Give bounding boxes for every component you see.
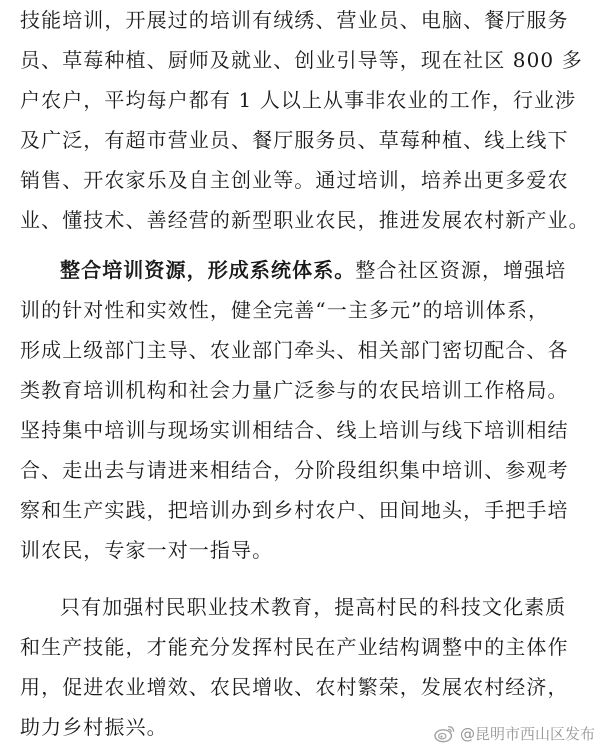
watermark-text: @昆明市西山区发布 [459,724,595,743]
text-line: 技能培训，开展过的培训有绒绣、营业员、电脑、餐厅服务 [20,8,569,32]
text-line: 销售、开农家乐及自主创业等。通过培训，培养出更多爱农 [20,168,569,192]
text-line: 员、草莓种植、厨师及就业、创业引导等，现在社区 800 多 [20,48,583,72]
text-segment: 整合社区资源，增强培 [355,258,567,282]
text-line: 坚持集中培训与现场实训相结合、线上培训与线下培训相结 [20,418,569,442]
text-line: 类教育培训机构和社会力量广泛参与的农民培训工作格局。 [20,378,569,402]
weibo-icon [434,723,456,743]
source-watermark [434,721,595,745]
text-line: 察和生产实践，把培训办到乡村农户、田间地头，手把手培 [20,498,569,522]
text-line [20,250,569,290]
text-line: 户农户，平均每户都有 1 人以上从事非农业的工作，行业涉 [20,88,577,112]
text-line: 和生产技能，才能充分发挥村民在产业结构调整中的主体作 [20,635,569,659]
text-line: 只有加强村民职业技术教育，提高村民的科技文化素质 [60,595,567,619]
text-line: 训农民，专家一对一指导。 [20,538,274,562]
text-line: 合、走出去与请进来相结合，分阶段组织集中培训、参观考 [20,458,569,482]
paragraph-training-results [20,0,590,240]
text-line: 业、懂技术、善经营的新型职业农民，推进发展农村新产业。 [20,208,590,232]
text-line: 用，促进农业增效、农民增收、农村繁荣，发展农村经济， [20,675,569,699]
text-line: 训的针对性和实效性，健全完善“一主多元”的培训体系， [20,298,550,322]
paragraph-heading: 整合培训资源，形成系统体系。 [60,258,356,282]
text-line: 形成上级部门主导、农业部门牵头、相关部门密切配合、各 [20,338,569,362]
paragraph-integrate-resources [20,250,569,570]
text-line: 助力乡村振兴。 [20,715,168,739]
text-line: 及广泛，有超市营业员、餐厅服务员、草莓种植、线上线下 [20,128,569,152]
